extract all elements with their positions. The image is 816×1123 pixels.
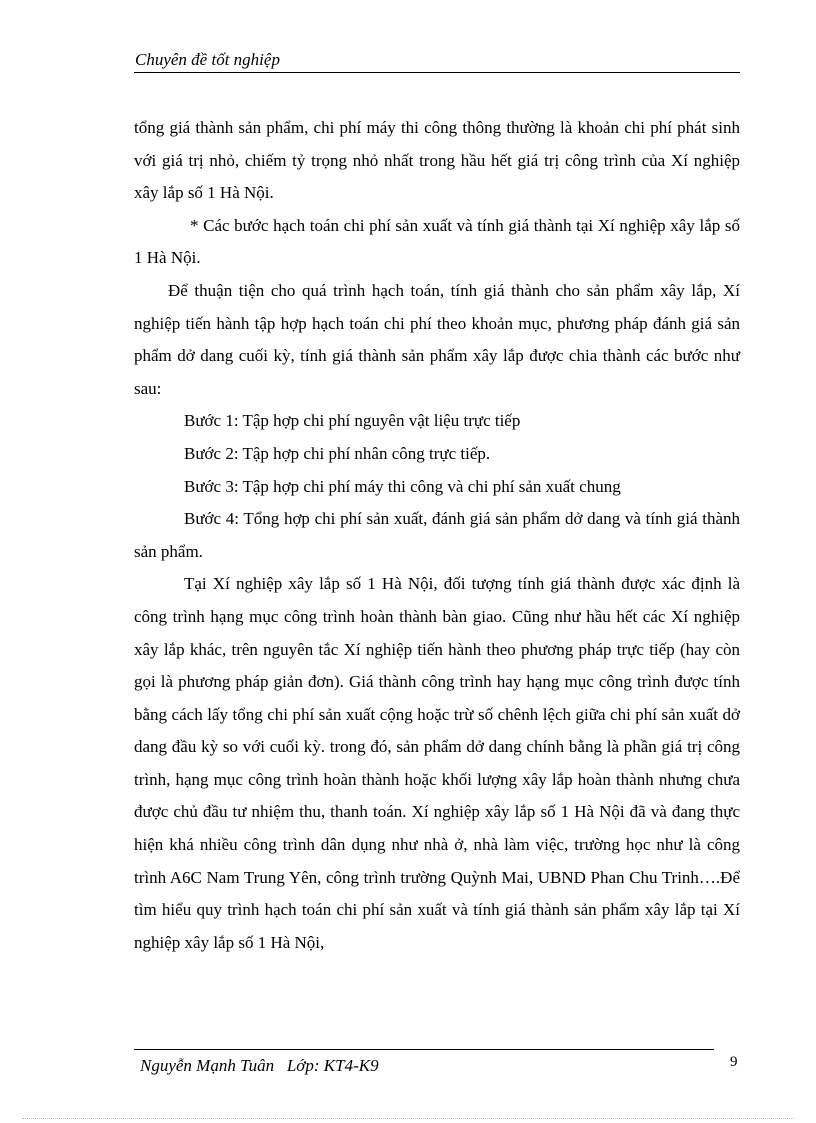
page-header <box>134 48 740 73</box>
paragraph-step-4: Bước 4: Tổng hợp chi phí sản xuất, đánh giá sản phẩm dở dang và tính giá thành sản phẩm. <box>134 509 740 561</box>
paragraph-continuation: tổng giá thành sản phẩm, chi phí máy thi công thông thường là khoản chi phí phát sinh với giá trị nhỏ, chiếm tỷ trọng nhỏ nhất trong hầu hết giá trị công trình của Xí nghiệp xây lắp số 1 Hà Nội. <box>134 118 740 203</box>
paragraph-step-1: Bước 1: Tập hợp chi phí nguyên vật liệu trực tiếp <box>184 411 521 431</box>
header-title: Chuyên đề tốt nghiệp <box>135 50 280 69</box>
paragraph-intro: Để thuận tiện cho quá trình hạch toán, tính giá thành cho sản phẩm xây lắp, Xí nghiệp tiến hành tập hợp hạch toán chi phí theo khoản mục, phương pháp đánh giá sản phẩm dở dang cuối kỳ, tính giá thành sản phẩm xây lắp được chia thành các bước như sau: <box>134 280 740 398</box>
paragraph-steps-heading: * Các bước hạch toán chi phí sản xuất và tính giá thành tại Xí nghiệp xây lắp số 1 Hà Nội. <box>134 215 740 268</box>
paragraph-step-3: Bước 3: Tập hợp chi phí máy thi công và chi phí sản xuất chung <box>184 476 621 496</box>
paragraph-step-2: Bước 2: Tập hợp chi phí nhân công trực tiếp. <box>184 443 491 463</box>
page-footer <box>134 1049 714 1075</box>
paragraph-main: Tại Xí nghiệp xây lắp số 1 Hà Nội, đối tượng tính giá thành được xác định là công trình hạng mục công trình hoàn thành bàn giao. Cũng như hầu hết các Xí nghiệp xây lắp khác, trên nguyên tắc Xí nghiệp tiến hành theo phương pháp trực tiếp (hay còn gọi là phương pháp giản đơn). Giá thành công trình hay hạng mục công trình được tính bằng cách lấy tổng chi phí sản xuất cộng hoặc trừ số chênh lệch giữa chi phí sản xuất dở dang đầu kỳ so với cuối kỳ. trong đó, sản phẩm dở dang chính bằng là phần giá trị công trình, hạng mục công trình hoàn thành hoặc khối lượng xây lắp hoàn thành nhưng chưa được chủ đầu tư nhiệm thu, thanh toán. Xí nghiệp xây lắp số 1 Hà Nội đã và đang thực hiện khá nhiều công trình dân dụng như nhà ở, nhà làm việc, trường học như là công trình A6C Nam Trung Yên, công trình trường Quỳnh Mai, UBND Phan Chu Trinh….Để tìm hiểu quy trình hạch toán chi phí sản xuất và tính giá thành sản phẩm xây lắp tại Xí nghiệp xây lắp số 1 Hà Nội, <box>134 574 740 952</box>
page-edge-divider <box>22 1118 794 1119</box>
footer-author-class: Nguyễn Mạnh Tuân Lớp: KT4-K9 <box>140 1056 379 1075</box>
page-number: 9 <box>730 1054 738 1070</box>
document-body <box>134 112 740 959</box>
